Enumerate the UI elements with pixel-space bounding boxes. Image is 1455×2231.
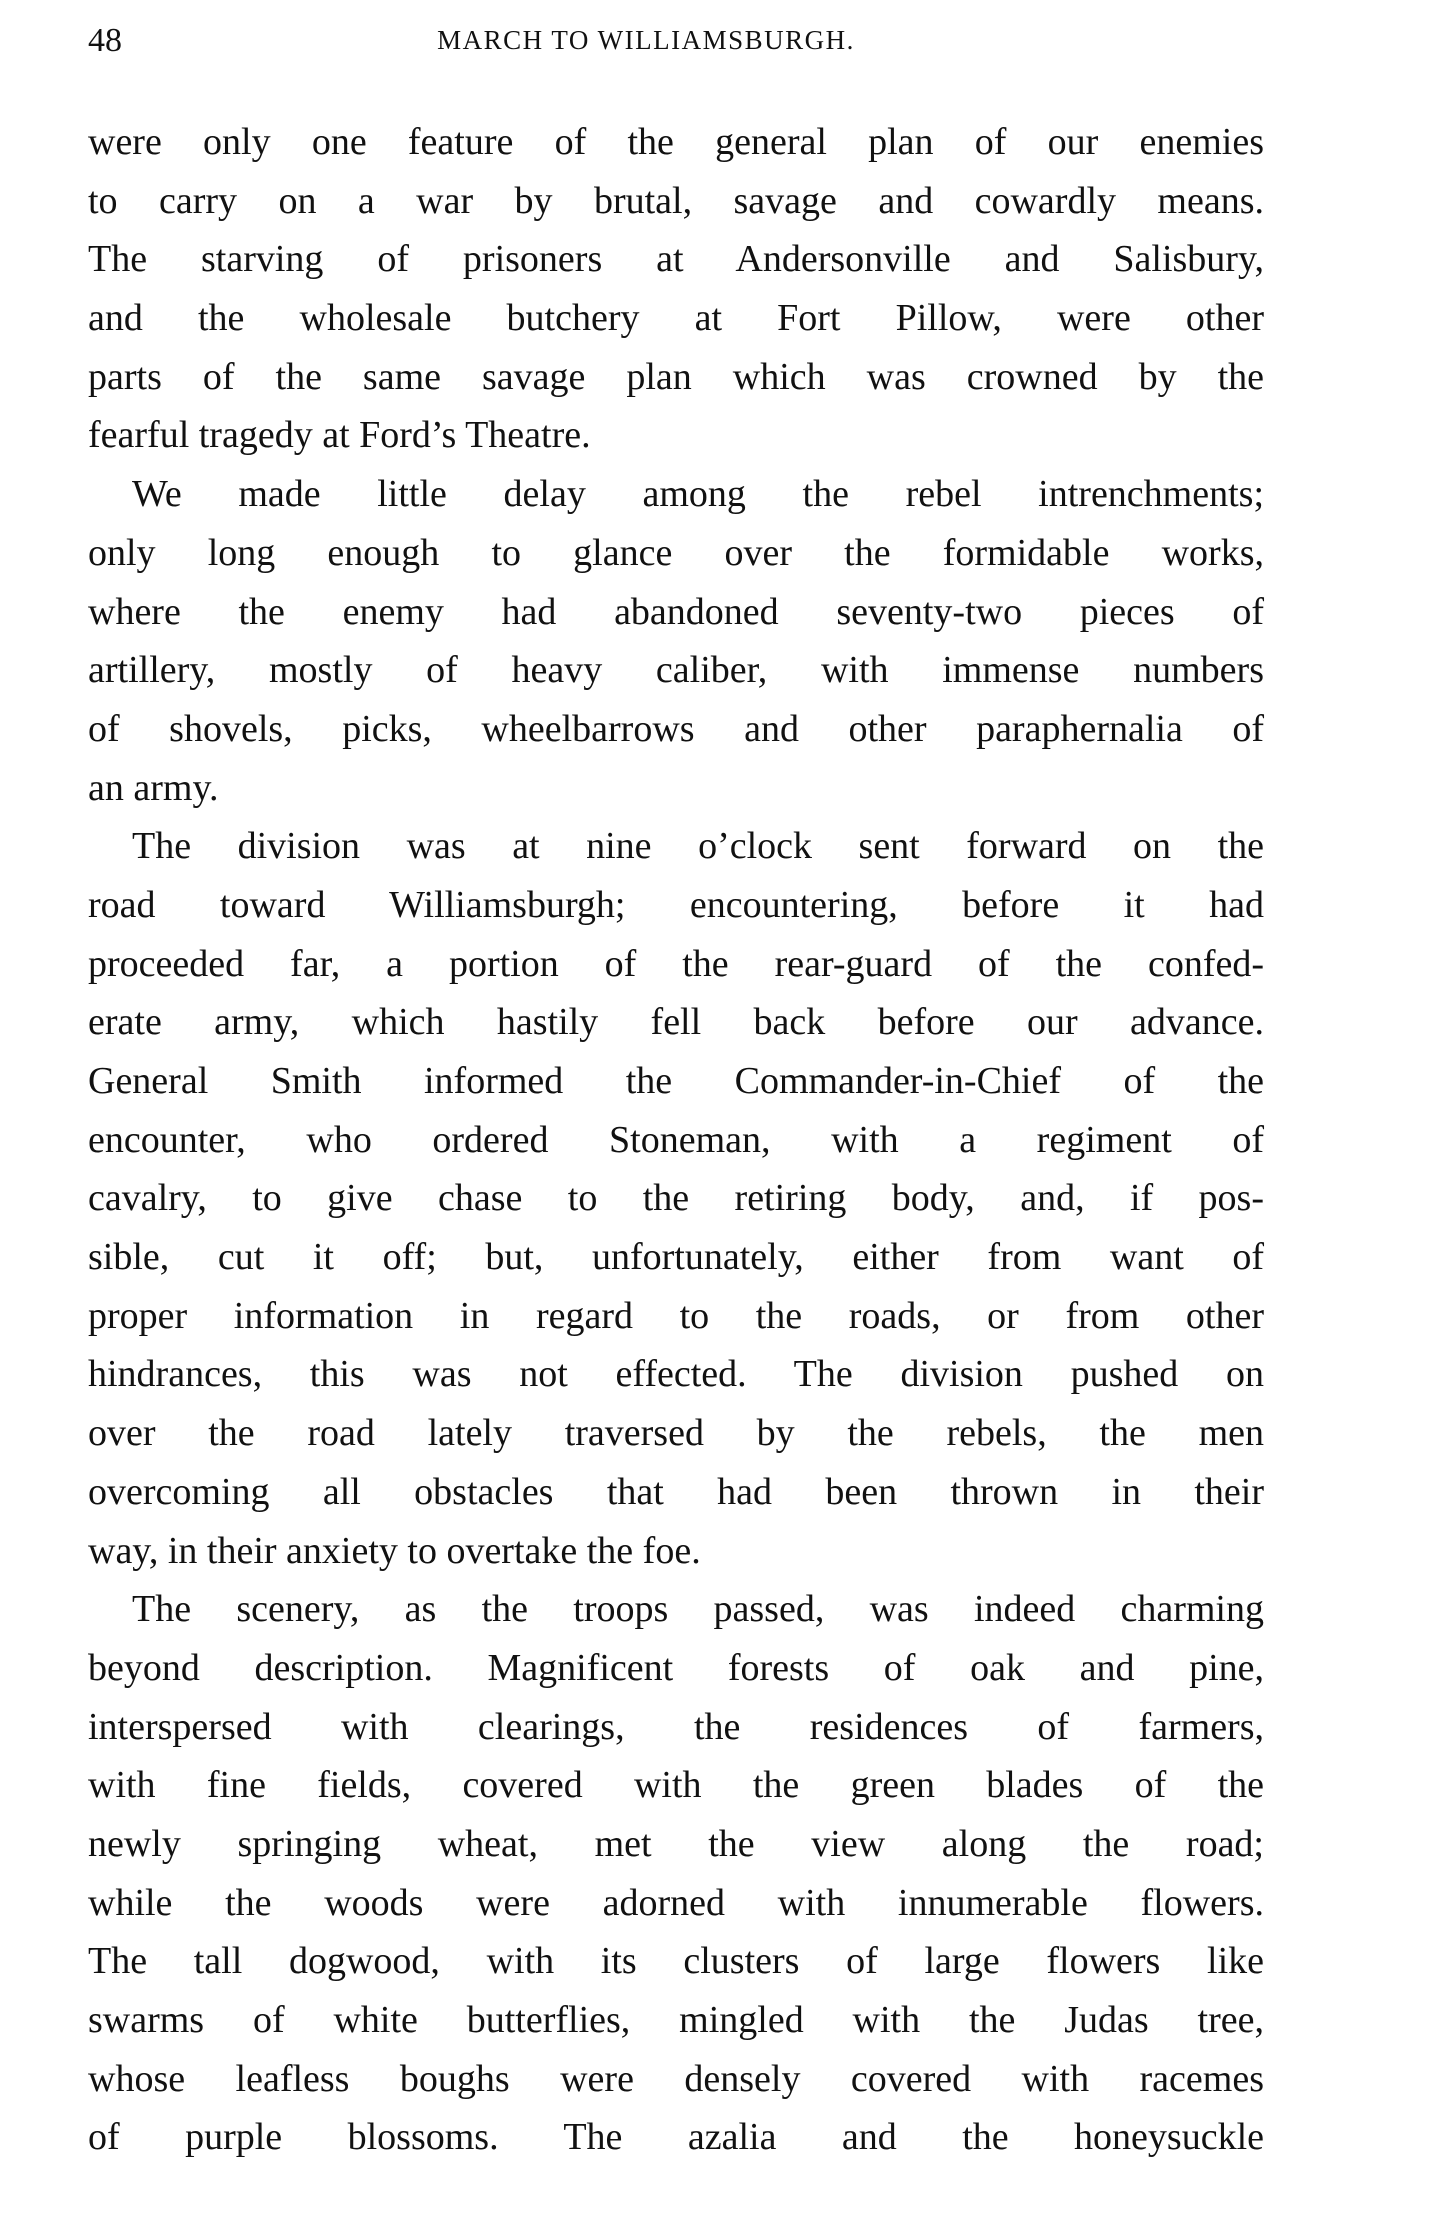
text-line: overcoming all obstacles that had been thrown in their [88,1470,1264,1513]
paragraph [88,113,1264,465]
running-head: MARCH TO WILLIAMSBURGH. [437,25,855,55]
text-line: interspersed with clearings, the residences of farmers, [88,1705,1264,1748]
text-line: We made little delay among the rebel intrenchments; [132,473,1264,516]
text-line: The starving of prisoners at Andersonville and Salisbury, [88,238,1264,281]
text-line: and the wholesale butchery at Fort Pillow, were other [88,297,1264,340]
text-line: sible, cut it off; but, unfortunately, either from want of [88,1236,1264,1279]
text-line: The scenery, as the troops passed, was indeed charming [132,1588,1264,1631]
text-line: proper information in regard to the roads, or from other [88,1294,1264,1337]
text-line: an army. [88,766,219,809]
paragraph [88,817,1264,1580]
text-line: to carry on a war by brutal, savage and cowardly means. [88,179,1264,222]
text-line: over the road lately traversed by the rebels, the men [88,1412,1264,1455]
text-line: parts of the same savage plan which was crowned by the [88,355,1264,398]
text-line: encounter, who ordered Stoneman, with a regiment of [88,1118,1264,1161]
text-line: General Smith informed the Commander-in-Chief of the [88,1060,1264,1102]
paragraph [88,1580,1264,2167]
paragraph [88,465,1264,817]
text-line: while the woods were adorned with innumerable flowers. [88,1881,1264,1924]
text-line: erate army, which hastily fell back before our advance. [88,1001,1264,1044]
text-line: of shovels, picks, wheelbarrows and other paraphernalia of [88,707,1264,750]
text-line: hindrances, this was not effected. The division pushed on [88,1353,1264,1396]
text-line: way, in their anxiety to overtake the foe. [88,1529,701,1572]
text-line: with fine fields, covered with the green blades of the [88,1764,1264,1807]
text-line: whose leafless boughs were densely covered with racemes [88,2057,1264,2100]
text-line: were only one feature of the general plan of our enemies [88,121,1264,163]
text-line: proceeded far, a portion of the rear-guard of the confed- [88,942,1264,985]
text-line: road toward Williamsburgh; encountering, before it had [88,883,1264,926]
text-line: beyond description. Magnificent forests of oak and pine, [88,1646,1264,1689]
text-line: artillery, mostly of heavy caliber, with immense numbers [88,649,1264,692]
text-line: where the enemy had abandoned seventy-two pieces of [88,590,1264,633]
text-line: fearful tragedy at Ford’s Theatre. [88,414,591,457]
page-header [88,22,1264,72]
text-line: cavalry, to give chase to the retiring body, and, if pos- [88,1177,1264,1220]
text-line: of purple blossoms. The azalia and the honeysuckle [88,2116,1264,2159]
text-line: newly springing wheat, met the view along the road; [88,1822,1264,1865]
text-line: swarms of white butterflies, mingled with the Judas tree, [88,1999,1264,2041]
text-line: The division was at nine o’clock sent forward on the [132,825,1264,868]
text-line: The tall dogwood, with its clusters of large flowers like [88,1940,1264,1983]
text-line: only long enough to glance over the formidable works, [88,531,1264,574]
page-number: 48 [88,22,122,59]
body-text [88,113,1264,2167]
